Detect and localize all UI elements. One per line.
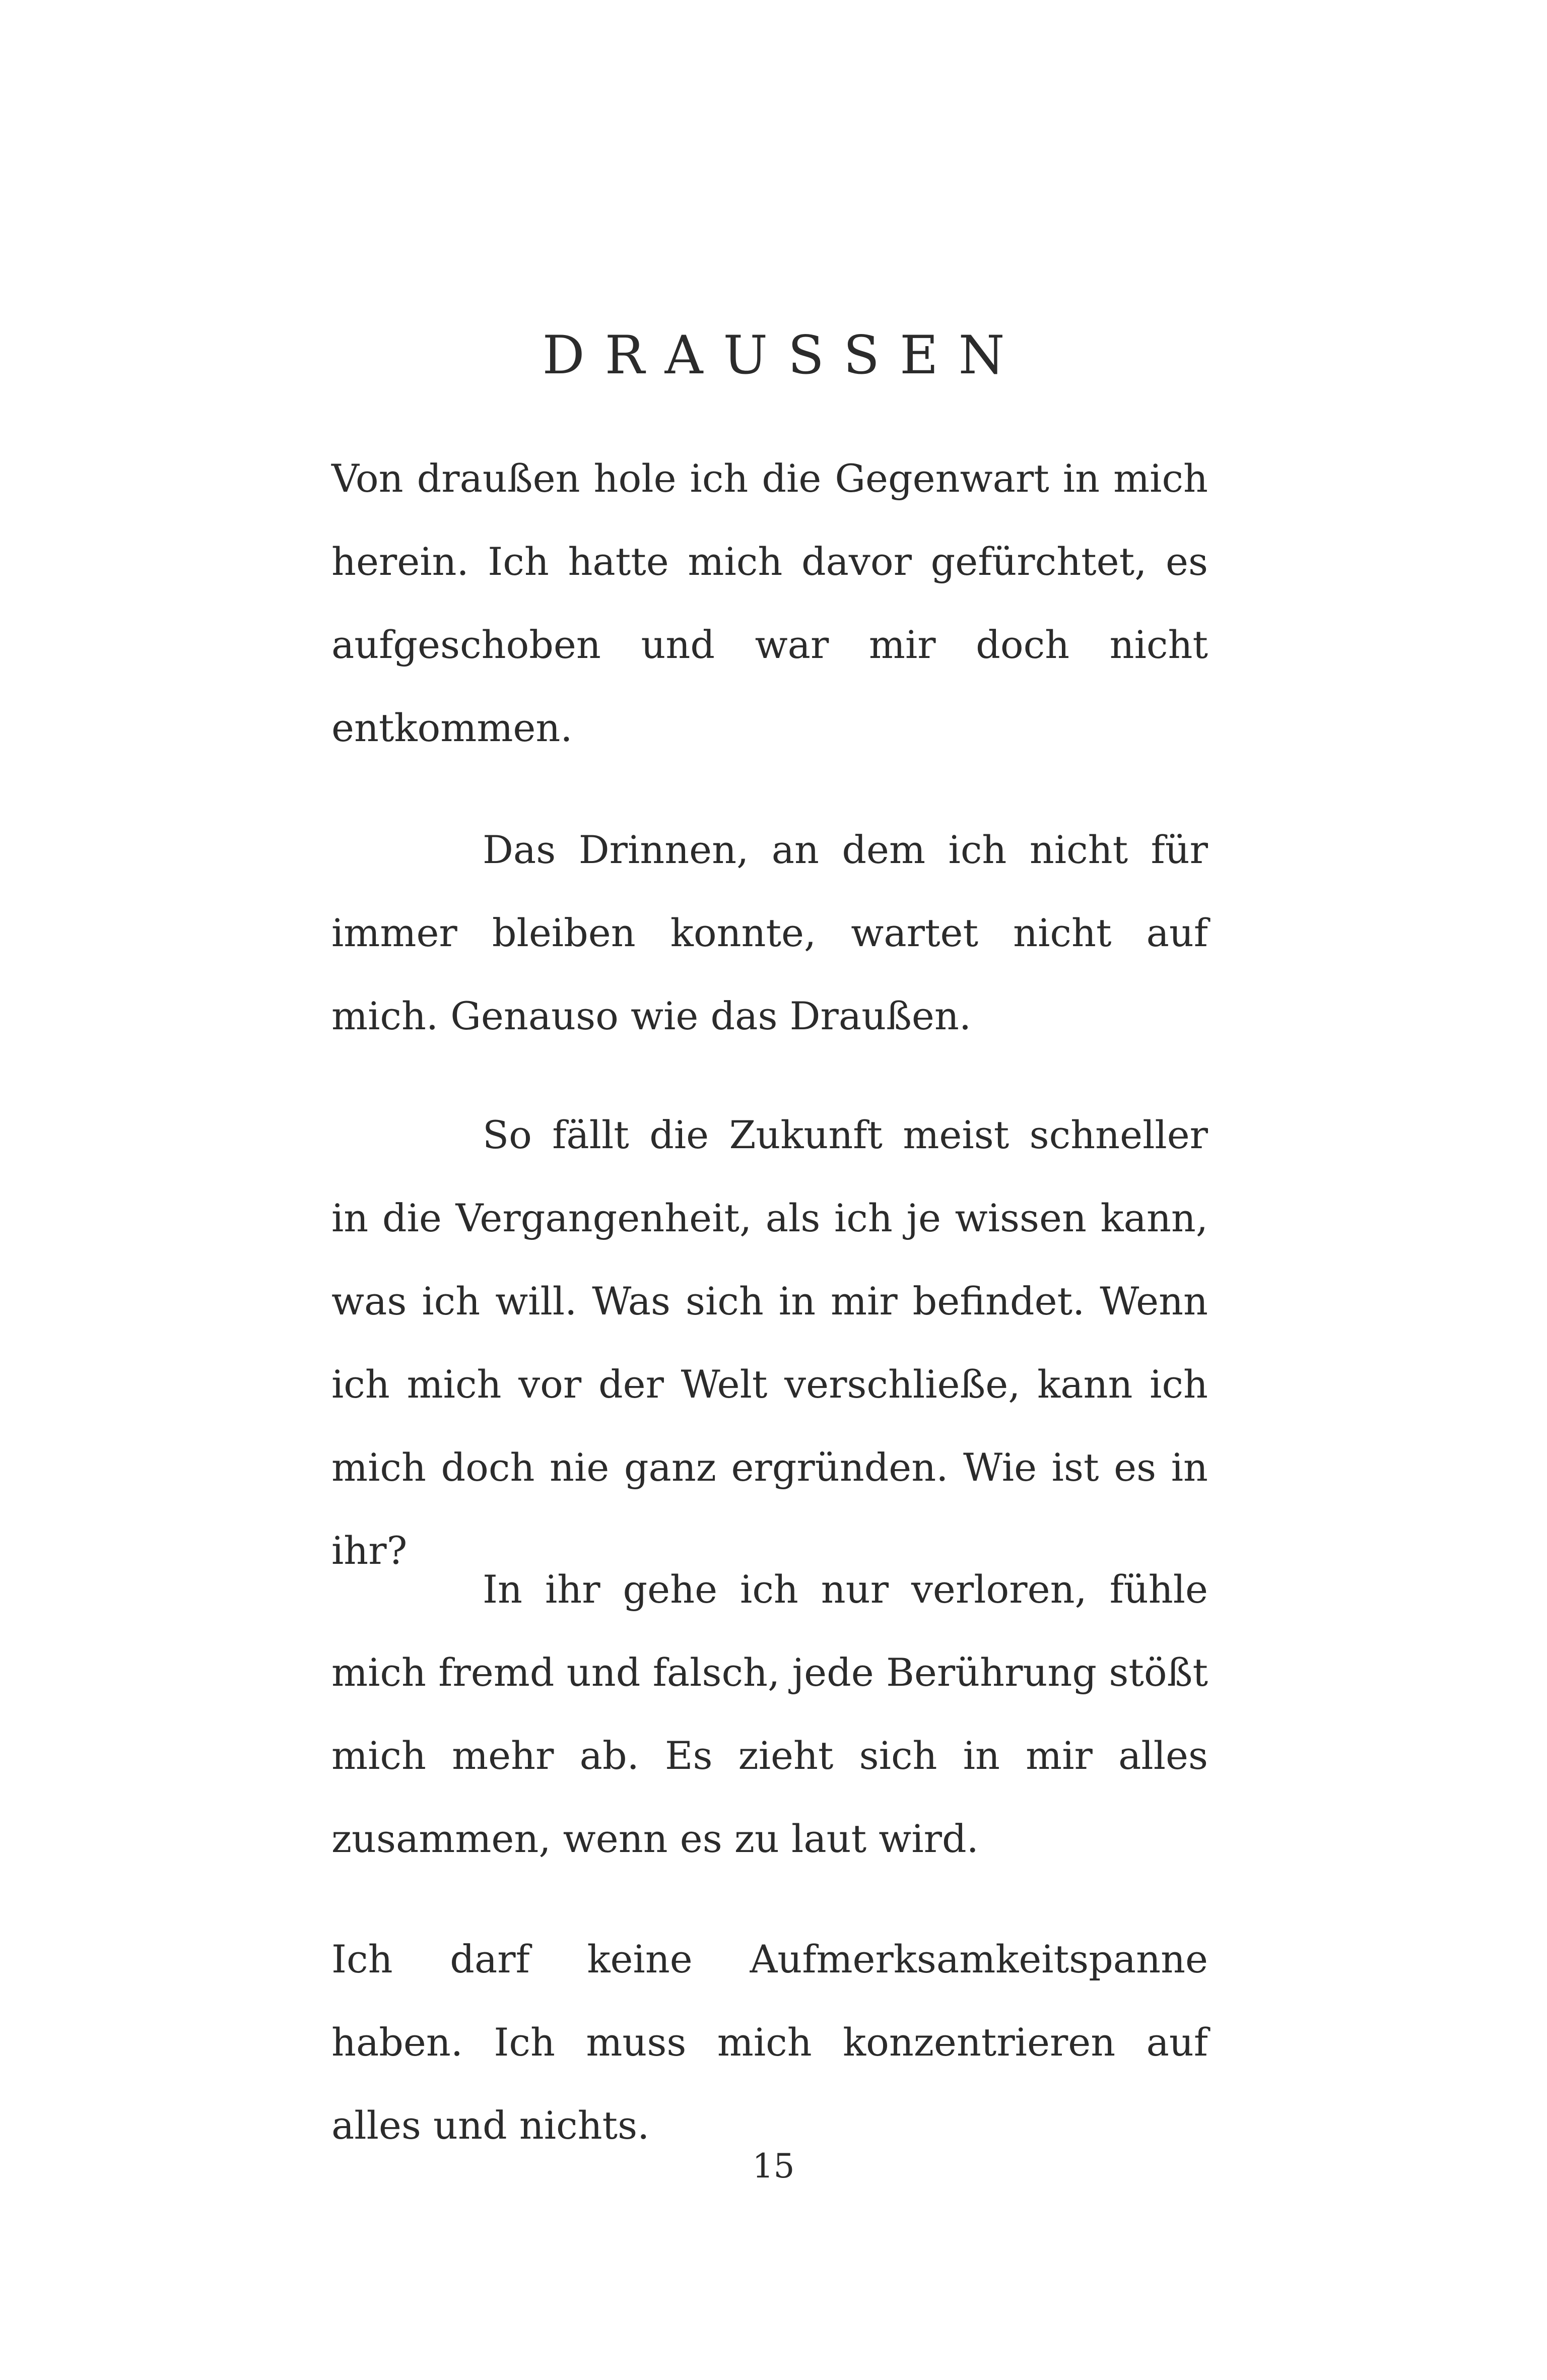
paragraph-4: In ihr gehe ich nur verloren, fühle mich fremd und falsch, jede Berührung stößt mich mehr ab. Es zieht sich in mir alles zusammen, wenn es zu laut wird. <box>331 1567 1208 1861</box>
page-number: 15 <box>752 2147 795 2186</box>
paragraph-5: Ich darf keine Aufmerksamkeitspanne haben. Ich muss mich konzentrieren auf alles und nichts. <box>331 1937 1208 2148</box>
body-text-paragraph-4-block <box>331 1548 1208 1880</box>
paragraph-2: Das Drinnen, an dem ich nicht für immer bleiben konnte, wartet nicht auf mich. Genauso wie das Draußen. <box>331 827 1208 1038</box>
paragraph-3: So fällt die Zukunft meist schneller in die Vergangenheit, als ich je wissen kann, was ich will. Was sich in mir befindet. Wenn ich mich vor der Welt verschließe, kann ich mich doch nie ganz ergründen. Wie ist es in ihr? <box>331 1112 1208 1573</box>
body-text-paragraph-3-block <box>331 1093 1208 1592</box>
body-text-paragraph-1-block <box>331 437 1208 769</box>
chapter-title: DRAUSSEN <box>542 324 1025 386</box>
body-text-paragraph-2-block <box>331 808 1208 1057</box>
body-text-paragraph-5-block <box>331 1918 1208 2167</box>
paragraph-1: Von draußen hole ich die Gegenwart in mich herein. Ich hatte mich davor gefürchtet, es aufgeschoben und war mir doch nicht entkommen. <box>331 456 1208 750</box>
